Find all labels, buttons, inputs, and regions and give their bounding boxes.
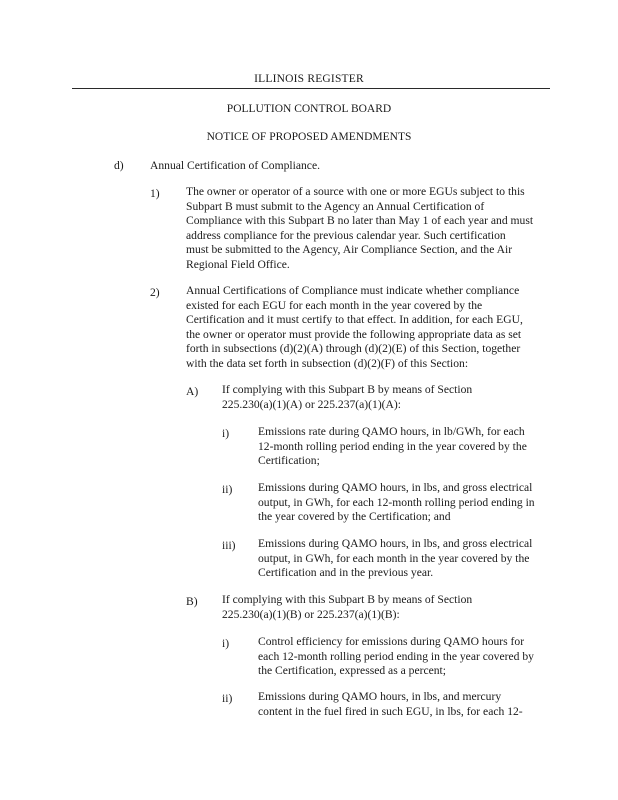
header-rule: [72, 88, 550, 89]
text-line: Annual Certifications of Compliance must indicate whether compliance: [186, 284, 520, 297]
sub-b-label: B): [186, 595, 198, 608]
text-line: the Certification, expressed as a percent;: [258, 664, 446, 677]
text-line: content in the fuel fired in such EGU, in lbs, for each 12-: [258, 704, 523, 718]
sub-b-text: [222, 593, 542, 622]
text-line: existed for each EGU for each month in the year covered by the: [186, 298, 483, 312]
sub-a-i-label: i): [222, 427, 230, 440]
text-line: If complying with this Subpart B by means of Section: [222, 383, 473, 396]
para-2-text: [186, 284, 556, 371]
text-line: with the data set forth in subsection (d)(2)(F) of this Section:: [186, 356, 469, 370]
text-line: the year covered by the Certification; and: [258, 510, 451, 523]
text-line: must be submitted to the Agency, Air Compliance Section, and the Air: [186, 243, 513, 256]
text-line: Emissions during QAMO hours, in lbs, and mercury: [258, 690, 502, 703]
notice-title: NOTICE OF PROPOSED AMENDMENTS: [206, 131, 412, 143]
text-line: Emissions rate during QAMO hours, in lb/GWh, for each: [258, 425, 525, 438]
sub-b-ii-label: ii): [222, 692, 233, 705]
sub-a-text: [222, 383, 542, 412]
section-d-heading: Annual Certification of Compliance.: [150, 159, 320, 172]
text-line: Emissions during QAMO hours, in lbs, and gross electrical: [258, 481, 533, 494]
sub-a-i-text: [258, 425, 558, 469]
sub-a-iii-label: iii): [222, 539, 236, 552]
text-line: the owner or operator must provide the following appropriate data as set: [186, 327, 522, 341]
text-line: output, in GWh, for each 12-month rolling period ending in: [258, 495, 535, 509]
text-line: Emissions during QAMO hours, in lbs, and gross electrical: [258, 537, 533, 550]
para-1-text: [186, 185, 556, 272]
text-line: each 12-month rolling period ending in the year covered by: [258, 649, 534, 663]
section-d-label: d): [114, 159, 124, 172]
sub-b-i-text: [258, 635, 558, 679]
text-line: 12-month rolling period ending in the year covered by the: [258, 439, 527, 453]
text-line: forth in subsections (d)(2)(A) through (d)(2)(E) of this Section, together: [186, 342, 521, 355]
text-line: Subpart B must submit to the Agency an Annual Certification of: [186, 199, 485, 213]
text-line: If complying with this Subpart B by means of Section: [222, 593, 473, 606]
sub-a-label: A): [186, 385, 199, 398]
text-line: 225.230(a)(1)(B) or 225.237(a)(1)(B):: [222, 607, 400, 621]
text-line: Certification and in the previous year.: [258, 566, 434, 579]
text-line: Control efficiency for emissions during QAMO hours for: [258, 635, 525, 648]
text-line: Certification and it must certify to that effect. In addition, for each EGU,: [186, 313, 523, 326]
sub-a-ii-text: [258, 481, 558, 525]
text-line: 225.230(a)(1)(A) or 225.237(a)(1)(A):: [222, 397, 401, 411]
text-line: address compliance for the previous calendar year. Such certification: [186, 228, 506, 242]
text-line: The owner or operator of a source with one or more EGUs subject to this: [186, 185, 525, 198]
sub-a-iii-text: [258, 537, 558, 581]
sub-b-ii-text: [258, 690, 558, 719]
para-2-label: 2): [150, 286, 160, 299]
text-line: Certification;: [258, 454, 320, 467]
sub-b-i-label: i): [222, 637, 230, 650]
para-1-label: 1): [150, 187, 160, 200]
board-name: POLLUTION CONTROL BOARD: [226, 103, 392, 115]
sub-a-ii-label: ii): [222, 483, 233, 496]
text-line: output, in GWh, for each month in the year covered by the: [258, 551, 530, 565]
text-line: Compliance with this Subpart B no later than May 1 of each year and must: [186, 214, 534, 227]
register-title: ILLINOIS REGISTER: [254, 73, 364, 85]
text-line: Regional Field Office.: [186, 257, 290, 271]
